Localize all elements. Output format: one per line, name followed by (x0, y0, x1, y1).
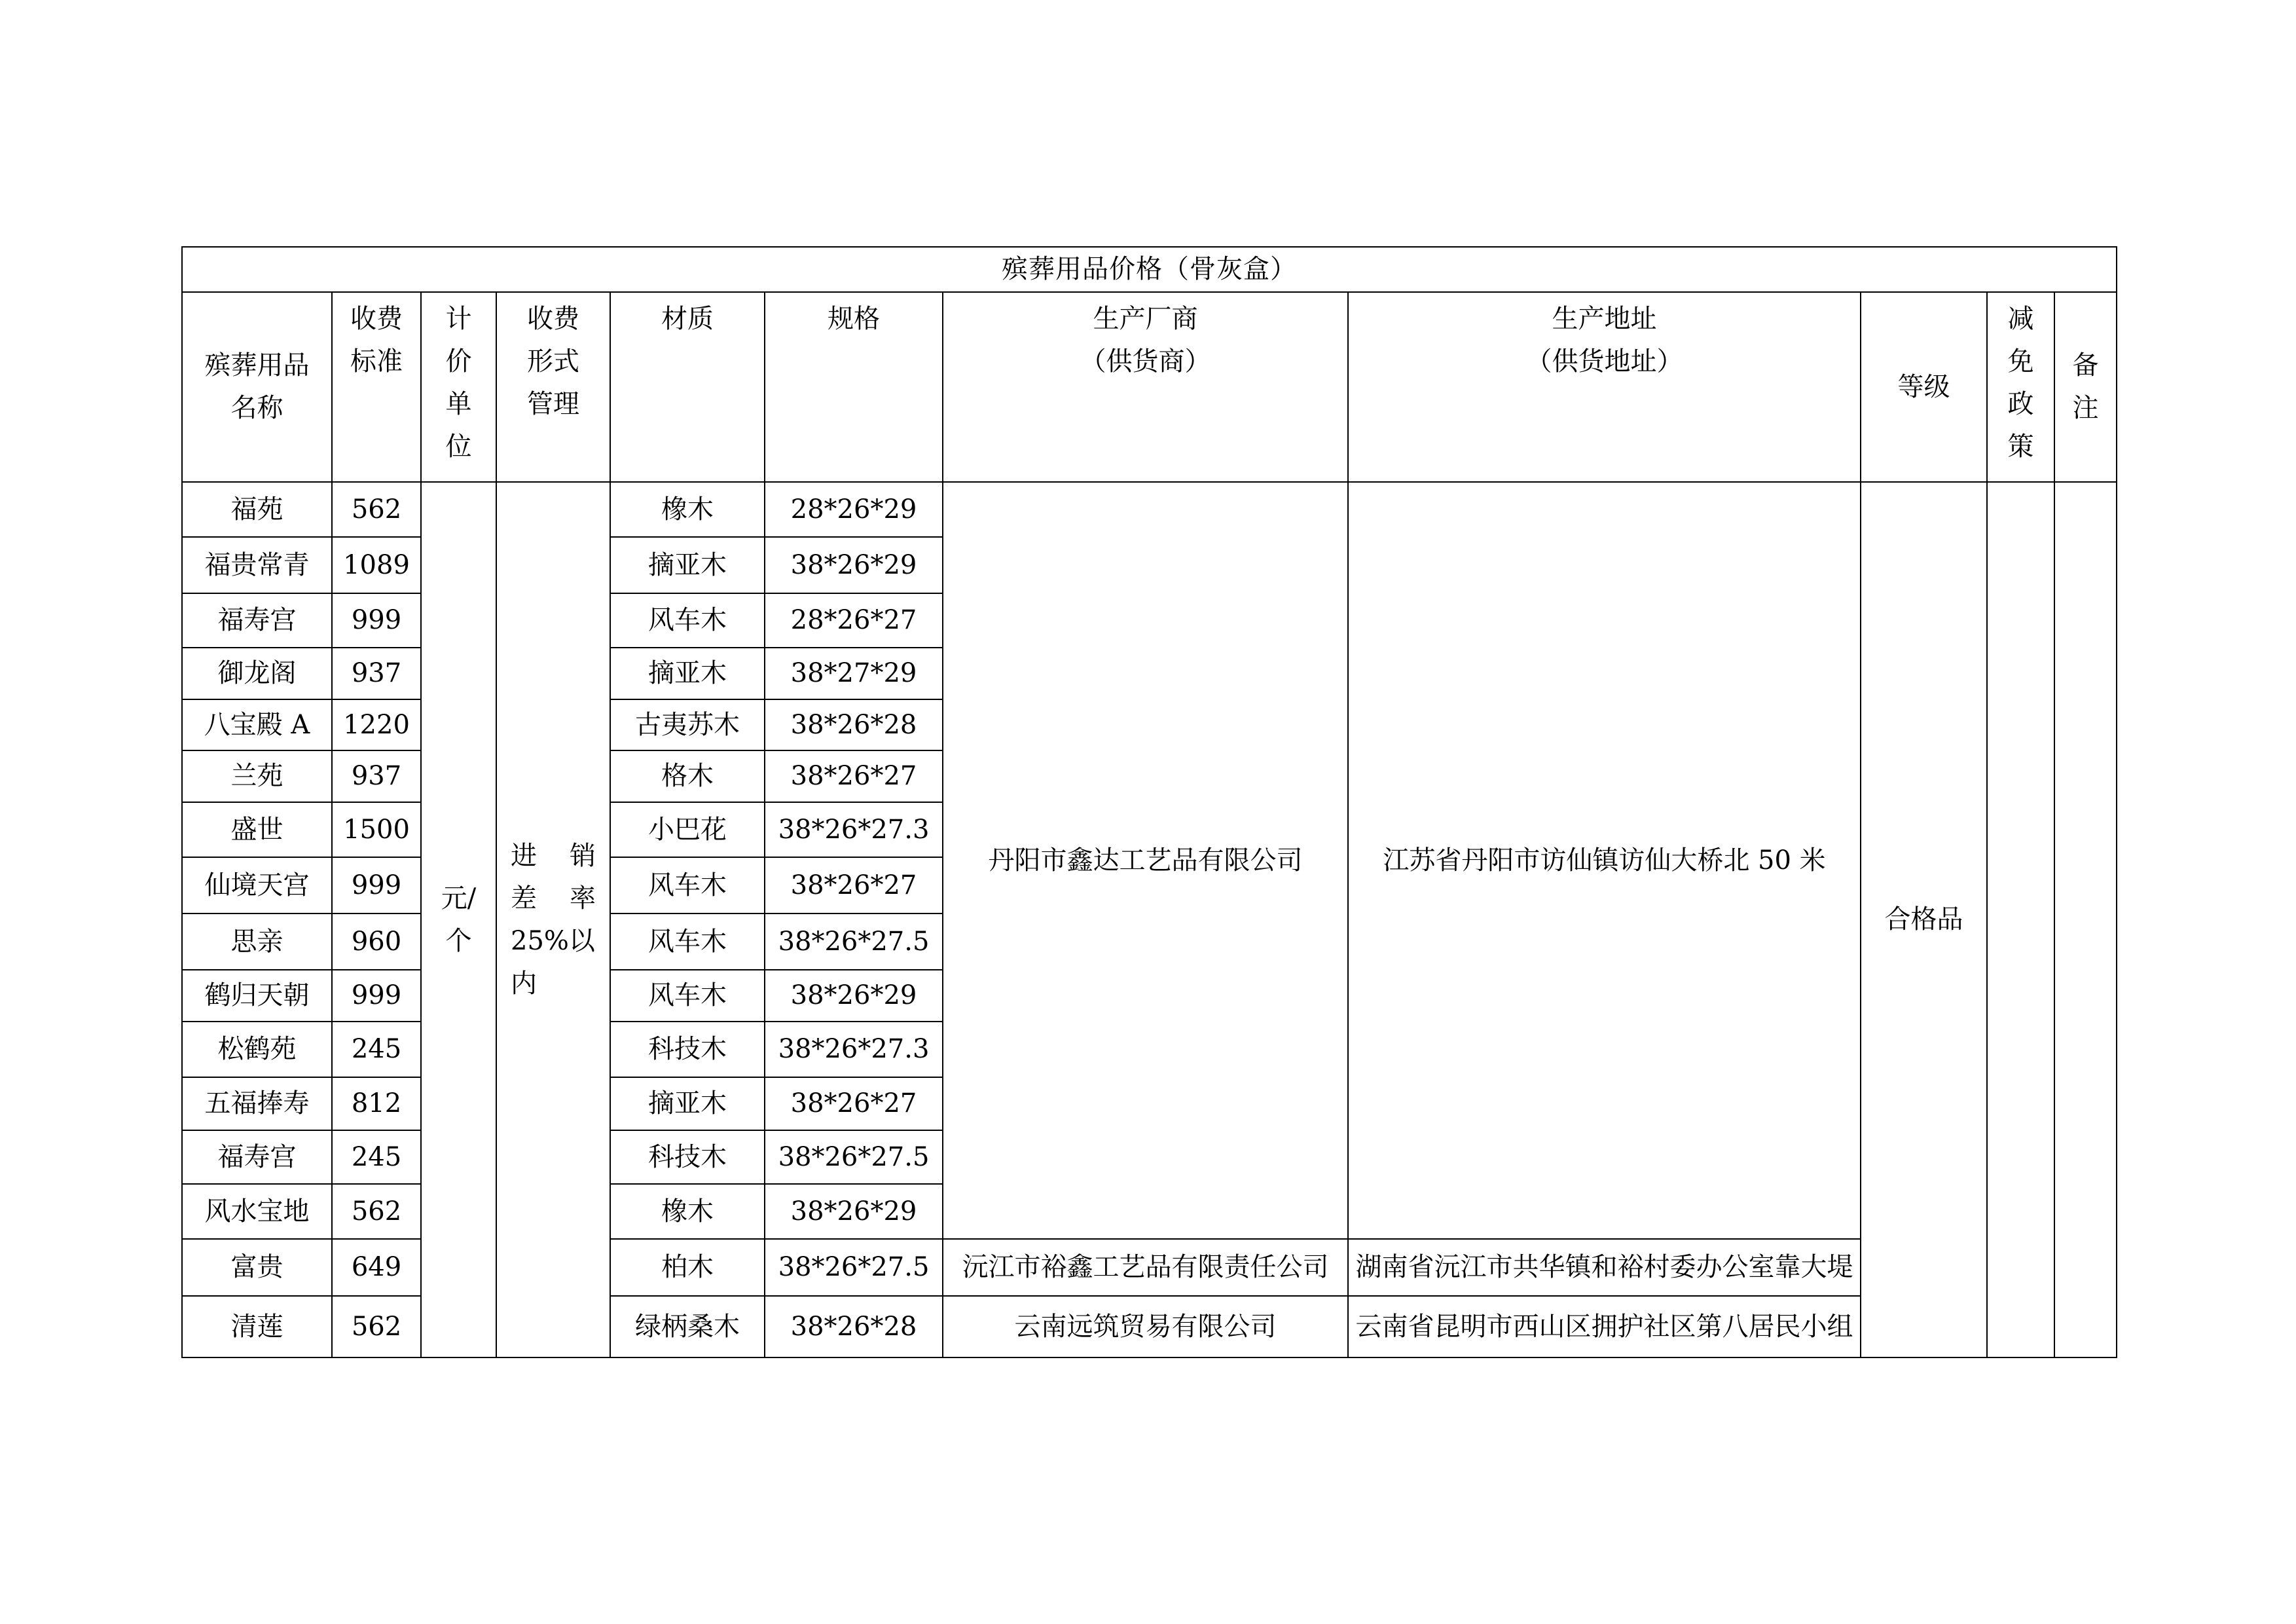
header-name-line-2: 名称 (230, 393, 283, 423)
product-material: 柏木 (610, 1239, 765, 1296)
product-material: 橡木 (610, 482, 765, 537)
product-price: 937 (332, 750, 421, 802)
product-spec: 38*26*27.3 (765, 1022, 943, 1077)
product-name: 福苑 (182, 482, 332, 537)
remark-cell (2054, 482, 2117, 1357)
product-material: 古夷苏木 (610, 699, 765, 750)
charge-mode-cell (496, 482, 610, 1357)
product-material: 风车木 (610, 593, 765, 648)
grade-cell: 合格品 (1861, 482, 1987, 1357)
product-material: 科技木 (610, 1130, 765, 1184)
header-price-line-2: 标准 (350, 346, 403, 377)
product-name: 兰苑 (182, 750, 332, 802)
header-spec-line-1: 规格 (828, 304, 880, 334)
product-name: 清莲 (182, 1296, 332, 1357)
product-material: 风车木 (610, 857, 765, 913)
product-name: 风水宝地 (182, 1184, 332, 1239)
product-price: 937 (332, 648, 421, 699)
product-spec: 38*26*29 (765, 970, 943, 1022)
header-policy-line-1: 减 (2007, 304, 2034, 334)
header-mode-line-1: 收费 (527, 304, 579, 334)
product-name: 富贵 (182, 1239, 332, 1296)
product-price: 562 (332, 1184, 421, 1239)
product-spec: 38*26*27 (765, 857, 943, 913)
header-mode-line-2: 形式 (527, 346, 579, 377)
product-name: 福贵常青 (182, 537, 332, 593)
unit-cell (421, 482, 496, 1357)
product-material: 摘亚木 (610, 1077, 765, 1130)
product-spec: 28*26*29 (765, 482, 943, 537)
charge-mode-line-3: 25%以 (511, 925, 595, 956)
header-maker (943, 292, 1348, 482)
header-policy-line-2: 免 (2007, 346, 2034, 377)
address-tertiary: 云南省昆明市西山区拥护社区第八居民小组 (1348, 1296, 1861, 1357)
header-remark-line-2: 注 (2072, 393, 2099, 423)
product-material: 风车木 (610, 970, 765, 1022)
header-unit-line-4: 位 (445, 432, 472, 462)
charge-mode-line-4: 内 (511, 968, 537, 999)
product-price: 960 (332, 913, 421, 970)
header-material-line-1: 材质 (661, 304, 714, 334)
product-material: 风车木 (610, 913, 765, 970)
product-name: 松鹤苑 (182, 1022, 332, 1077)
product-price: 1500 (332, 802, 421, 857)
header-maker-line-2: （供货商） (1080, 346, 1211, 377)
product-price: 999 (332, 593, 421, 648)
header-material (610, 292, 765, 482)
product-spec: 28*26*27 (765, 593, 943, 648)
header-unit-line-2: 价 (445, 346, 472, 377)
header-remark-line-1: 备 (2072, 350, 2099, 380)
address-main: 江苏省丹阳市访仙镇访仙大桥北 50 米 (1348, 482, 1861, 1239)
product-spec: 38*27*29 (765, 648, 943, 699)
product-spec: 38*26*27.5 (765, 913, 943, 970)
product-price: 999 (332, 857, 421, 913)
product-spec: 38*26*29 (765, 537, 943, 593)
charge-mode-text (511, 835, 596, 1005)
product-price: 999 (332, 970, 421, 1022)
header-spec (765, 292, 943, 482)
product-price: 649 (332, 1239, 421, 1296)
product-name: 鹤归天朝 (182, 970, 332, 1022)
unit-line-1: 元/ (441, 883, 477, 913)
maker-tertiary: 云南远筑贸易有限公司 (943, 1296, 1348, 1357)
product-material: 绿柄桑木 (610, 1296, 765, 1357)
maker-main: 丹阳市鑫达工艺品有限公司 (943, 482, 1348, 1239)
header-mode-line-3: 管理 (527, 389, 579, 419)
product-material: 摘亚木 (610, 648, 765, 699)
product-material: 摘亚木 (610, 537, 765, 593)
maker-secondary: 沅江市裕鑫工艺品有限责任公司 (943, 1239, 1348, 1296)
charge-mode-line-1: 进 销 (511, 840, 596, 871)
header-price (332, 292, 421, 482)
header-maker-line-1: 生产厂商 (1093, 304, 1198, 334)
product-name: 盛世 (182, 802, 332, 857)
header-policy (1987, 292, 2054, 482)
product-spec: 38*26*28 (765, 699, 943, 750)
product-spec: 38*26*27 (765, 1077, 943, 1130)
product-name: 御龙阁 (182, 648, 332, 699)
product-price: 1220 (332, 699, 421, 750)
product-name: 思亲 (182, 913, 332, 970)
product-name: 福寿宫 (182, 1130, 332, 1184)
header-name (182, 292, 332, 482)
product-material: 小巴花 (610, 802, 765, 857)
header-unit-line-1: 计 (445, 304, 472, 334)
product-material: 橡木 (610, 1184, 765, 1239)
header-remark (2054, 292, 2117, 482)
product-spec: 38*26*29 (765, 1184, 943, 1239)
product-price: 562 (332, 482, 421, 537)
header-address-line-2: （供货地址） (1525, 346, 1683, 377)
product-price: 1089 (332, 537, 421, 593)
product-spec: 38*26*27.5 (765, 1239, 943, 1296)
product-material: 科技木 (610, 1022, 765, 1077)
product-material: 格木 (610, 750, 765, 802)
product-price: 812 (332, 1077, 421, 1130)
product-spec: 38*26*27.5 (765, 1130, 943, 1184)
product-spec: 38*26*28 (765, 1296, 943, 1357)
header-grade (1861, 292, 1987, 482)
product-price: 245 (332, 1022, 421, 1077)
table-title: 殡葬用品价格（骨灰盒） (182, 247, 2117, 292)
product-price: 245 (332, 1130, 421, 1184)
product-name: 八宝殿 A (182, 699, 332, 750)
header-row (182, 292, 2117, 482)
header-address-line-1: 生产地址 (1552, 304, 1657, 334)
header-price-line-1: 收费 (350, 304, 403, 334)
product-name: 福寿宫 (182, 593, 332, 648)
price-table (181, 246, 2117, 1358)
unit-line-2: 个 (445, 925, 472, 956)
header-policy-line-3: 政 (2007, 389, 2034, 419)
product-spec: 38*26*27.3 (765, 802, 943, 857)
product-name: 五福捧寿 (182, 1077, 332, 1130)
address-secondary: 湖南省沅江市共华镇和裕村委办公室靠大堤 (1348, 1239, 1861, 1296)
header-address (1348, 292, 1861, 482)
product-name: 仙境天宫 (182, 857, 332, 913)
header-grade-line-1: 等级 (1897, 371, 1950, 402)
table-row (182, 482, 2117, 537)
header-mode (496, 292, 610, 482)
policy-cell (1987, 482, 2054, 1357)
header-policy-line-4: 策 (2007, 432, 2034, 462)
charge-mode-line-2: 差 率 (511, 883, 596, 913)
header-name-line-1: 殡葬用品 (204, 350, 310, 380)
header-unit-line-3: 单 (445, 389, 472, 419)
product-price: 562 (332, 1296, 421, 1357)
header-unit (421, 292, 496, 482)
product-spec: 38*26*27 (765, 750, 943, 802)
